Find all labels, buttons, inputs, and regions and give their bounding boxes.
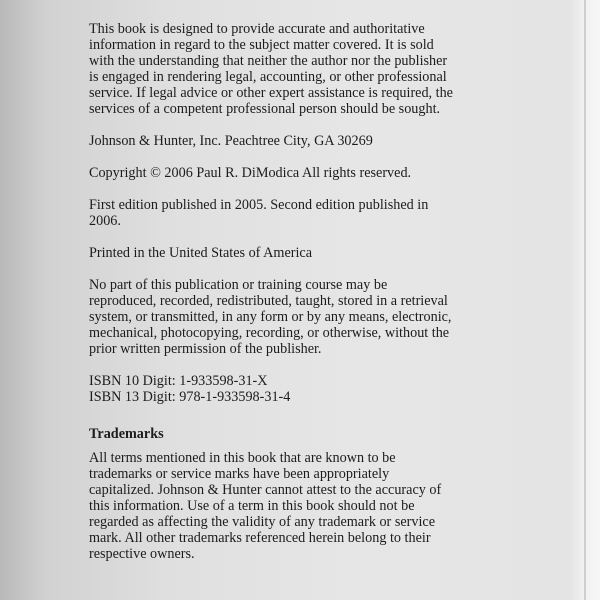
page-edge bbox=[584, 0, 586, 600]
text-line: respective owners. bbox=[89, 546, 195, 562]
text-line: No part of this publication or training course may be bbox=[89, 277, 388, 293]
text-line: This book is designed to provide accurate and authoritative bbox=[89, 21, 425, 37]
isbn-block bbox=[89, 373, 569, 405]
text-line: mark. All other trademarks referenced herein belong to their bbox=[89, 530, 431, 546]
text-line: mechanical, photocopying, recording, or otherwise, without the bbox=[89, 325, 450, 341]
text-line: reproduced, recorded, redistributed, taught, stored in a retrieval bbox=[89, 293, 448, 309]
text-line: services of a competent professional person should be sought. bbox=[89, 101, 441, 117]
publisher-line: Johnson & Hunter, Inc. Peachtree City, GA 30269 bbox=[89, 133, 373, 149]
text-line: system, or transmitted, in any form or by any means, electronic, bbox=[89, 309, 452, 325]
text-line: is engaged in rendering legal, accounting, or other professional bbox=[89, 69, 447, 85]
text-line: All terms mentioned in this book that are known to be bbox=[89, 450, 396, 466]
printed-line: Printed in the United States of America bbox=[89, 245, 313, 261]
text-line: 2006. bbox=[89, 213, 121, 229]
text-line: First edition published in 2005. Second edition published in bbox=[89, 197, 429, 213]
copyright-page bbox=[89, 21, 569, 578]
trademarks-paragraph bbox=[89, 450, 569, 562]
text-line: trademarks or service marks have been appropriately bbox=[89, 466, 390, 482]
text-line: this information. Use of a term in this book should not be bbox=[89, 498, 415, 514]
edition-paragraph bbox=[89, 197, 569, 229]
disclaimer-paragraph bbox=[89, 21, 569, 117]
text-line: capitalized. Johnson & Hunter cannot attest to the accuracy of bbox=[89, 482, 442, 498]
text-line: information in regard to the subject matter covered. It is sold bbox=[89, 37, 434, 53]
text-line: regarded as affecting the validity of any trademark or service bbox=[89, 514, 435, 530]
copyright-line: Copyright © 2006 Paul R. DiModica All rights reserved. bbox=[89, 165, 412, 181]
isbn-13: ISBN 13 Digit: 978-1-933598-31-4 bbox=[89, 389, 291, 405]
text-line: with the understanding that neither the author nor the publisher bbox=[89, 53, 448, 69]
text-line: service. If legal advice or other expert assistance is required, the bbox=[89, 85, 453, 101]
trademarks-heading: Trademarks bbox=[89, 426, 164, 442]
rights-paragraph bbox=[89, 277, 569, 357]
isbn-10: ISBN 10 Digit: 1-933598-31-X bbox=[89, 373, 268, 389]
text-line: prior written permission of the publisher. bbox=[89, 341, 322, 357]
